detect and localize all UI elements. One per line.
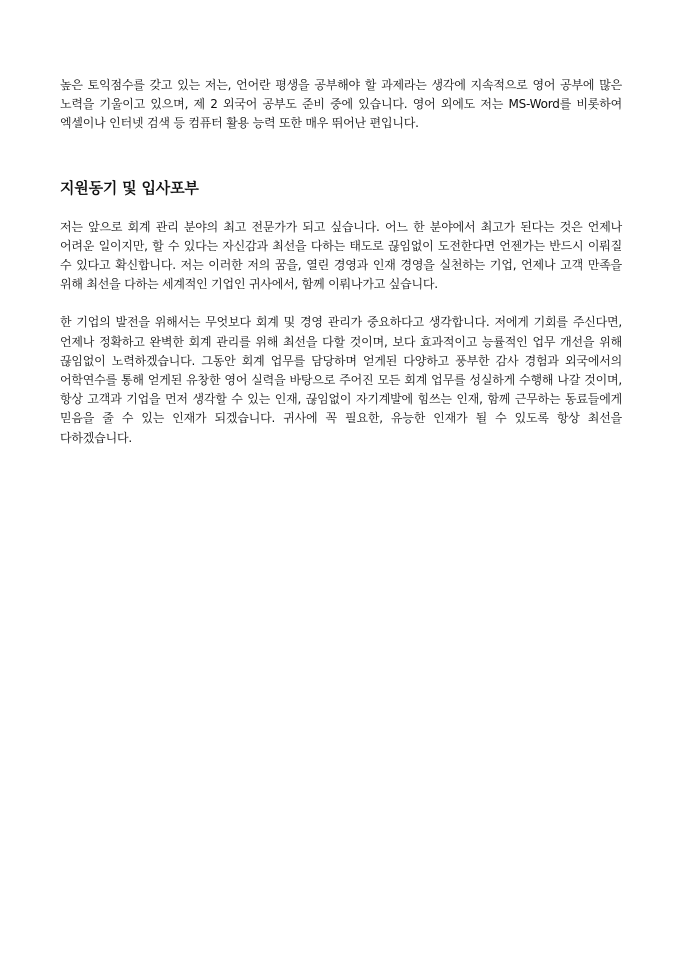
intro-paragraph: 높은 토익점수를 갖고 있는 저는, 언어란 평생을 공부해야 할 과제라는 생각에 지속적으로 영어 공부에 많은 노력을 기울이고 있으며, 제 2 외국어 공부도 준비 중에 있습니다. 영어 외에도 저는 MS-Word를 비롯하여 엑셀이나 인터넷 검색 등 컴퓨터 활용 능력 또한 매우 뛰어난 편입니다. [60, 78, 622, 131]
motivation-paragraph-2: 한 기업의 발전을 위해서는 무엇보다 회계 및 경영 관리가 중요하다고 생각합니다. 저에게 기회를 주신다면, 언제나 정확하고 완벽한 회계 관리를 위해 최선을 다할 것이며, 보다 효과적이고 능률적인 업무 개선을 위해 끊임없이 노력하겠습니다. 그동안 회계 업무를 담당하며 얻게된 다양하고 풍부한 감사 경험과 외국에서의 어학연수를 통해 얻게된 유창한 영어 실력을 바탕으로 주어진 모든 회계 업무를 성실하게 수행해 나갈 것이며, 항상 고객과 기업을 먼저 생각할 수 있는 인재, 끊임없이 자기계발에 힘쓰는 인재, 함께 근무하는 동료들에게 믿음을 줄 수 있는 인재가 되겠습니다. 귀사에 꼭 필요한, 유능한 인재가 될 수 있도록 항상 최선을 다하겠습니다. [60, 315, 622, 445]
section-heading: 지원동기 및 입사포부 [60, 178, 199, 197]
motivation-paragraph-1: 저는 앞으로 회계 관리 분야의 최고 전문가가 되고 싶습니다. 어느 한 분야에서 최고가 된다는 것은 언제나 어려운 일이지만, 할 수 있다는 자신감과 최선을 다하는 태도로 끊임없이 도전한다면 언젠가는 반드시 이뤄질 수 있다고 확신합니다. 저는 이러한 저의 꿈을, 열린 경영과 인재 경영을 실천하는 기업, 언제나 고객 만족을 위해 최선을 다하는 세계적인 기업인 귀사에서, 함께 이뤄나가고 싶습니다. [60, 219, 622, 292]
document-body [60, 76, 622, 448]
